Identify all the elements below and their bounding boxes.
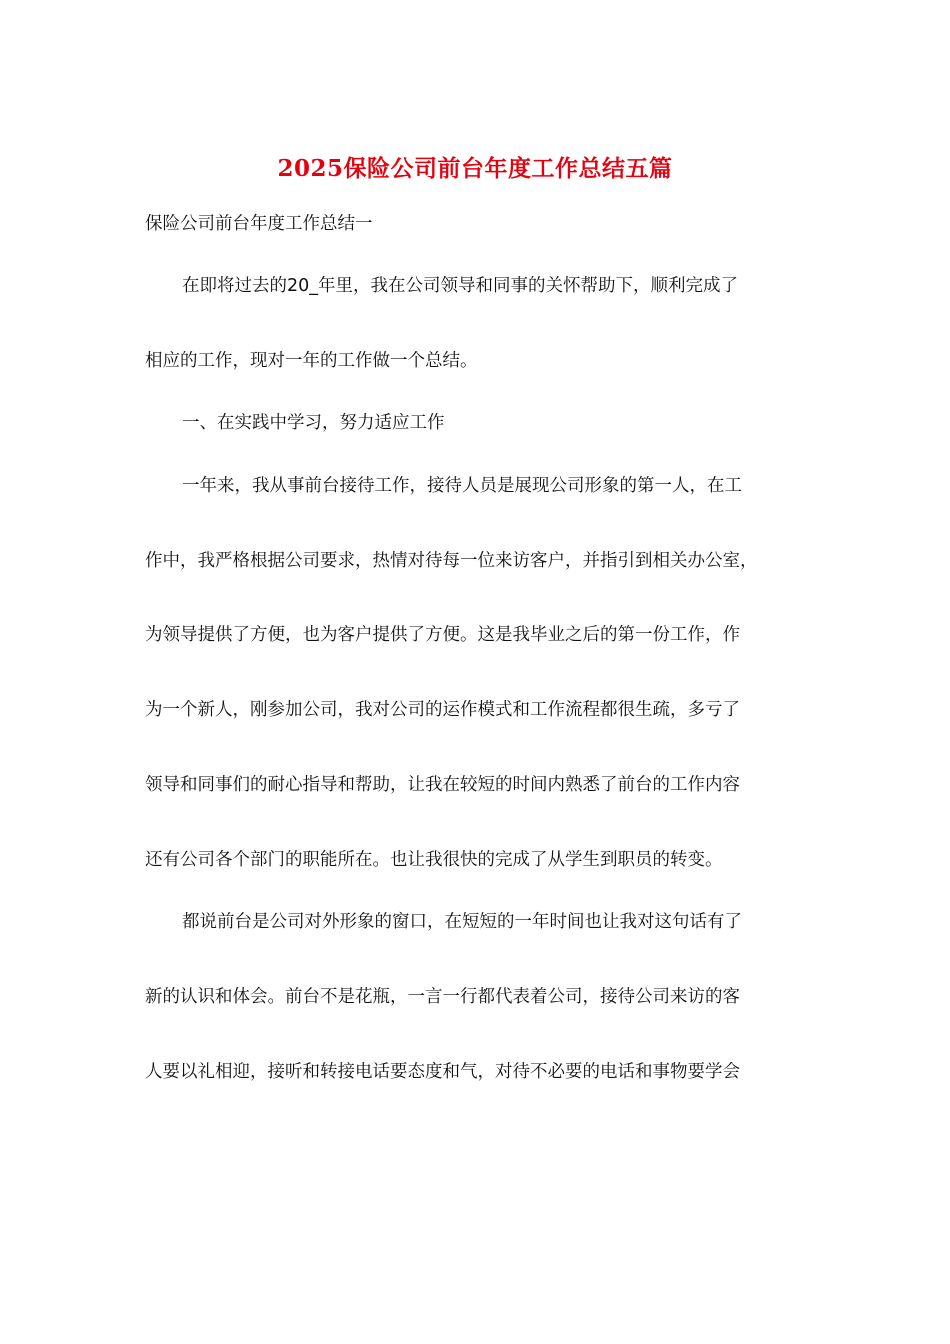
subsection-heading: 一、在实践中学习，努力适应工作	[182, 413, 445, 433]
paragraph-line: 相应的工作，现对一年的工作做一个总结。	[145, 351, 478, 371]
document-title: 2025保险公司前台年度工作总结五篇	[277, 155, 673, 182]
paragraph-line: 为领导提供了方便，也为客户提供了方便。这是我毕业之后的第一份工作，作	[145, 625, 740, 645]
paragraph-line: 都说前台是公司对外形象的窗口，在短短的一年时间也让我对这句话有了	[182, 912, 742, 932]
paragraph-line: 作中，我严格根据公司要求，热情对待每一位来访客户，并指引到相关办公室，	[145, 551, 758, 571]
paragraph-line: 新的认识和体会。前台不是花瓶，一言一行都代表着公司，接待公司来访的客	[145, 987, 740, 1007]
paragraph-line: 一年来，我从事前台接待工作，接待人员是展现公司形象的第一人，在工	[182, 476, 742, 496]
paragraph-line: 领导和同事们的耐心指导和帮助，让我在较短的时间内熟悉了前台的工作内容	[145, 775, 740, 795]
paragraph-line: 还有公司各个部门的职能所在。也让我很快的完成了从学生到职员的转变。	[145, 850, 723, 870]
paragraph-line: 为一个新人，刚参加公司，我对公司的运作模式和工作流程都很生疏，多亏了	[145, 700, 740, 720]
section-heading: 保险公司前台年度工作总结一	[145, 214, 373, 234]
paragraph-line: 在即将过去的20_年里，我在公司领导和同事的关怀帮助下，顺利完成了	[182, 276, 739, 296]
paragraph-line: 人要以礼相迎，接听和转接电话要态度和气，对待不必要的电话和事物要学会	[145, 1062, 740, 1082]
